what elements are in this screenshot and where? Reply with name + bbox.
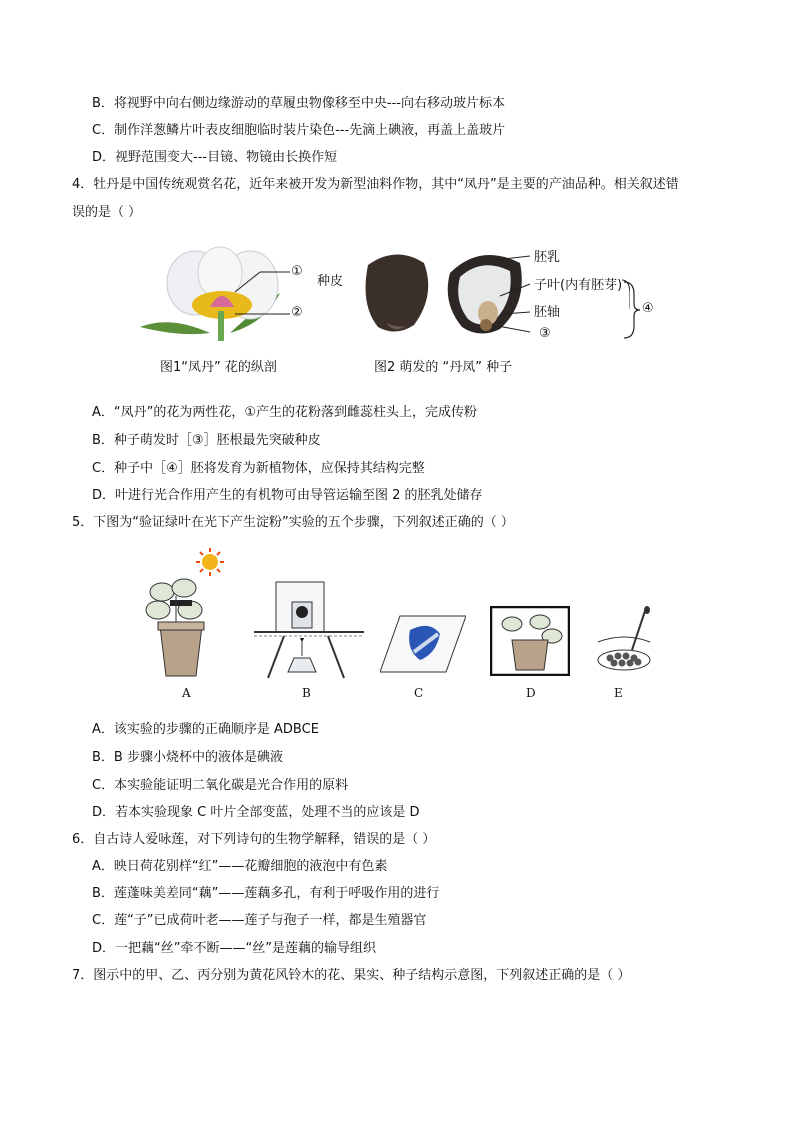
- q4-option-c: C．种子中［④］胚将发育为新植物体，应保持其结构完整: [92, 461, 425, 476]
- q4-fig1-caption: 图1“凤丹” 花的纵剖: [160, 360, 277, 375]
- q5-step-e-illustration: [594, 606, 654, 672]
- q5-step-label-e: E: [614, 686, 623, 700]
- q6-option-c: C．莲“子”已成荷叶老——莲子与孢子一样，都是生殖器官: [92, 913, 427, 928]
- q4-fig2-brace: [622, 280, 642, 340]
- q4-option-d: D．叶进行光合作用产生的有机物可由导管运输至图 2 的胚乳处储存: [92, 488, 483, 503]
- q3-option-c: C．制作洋葱鳞片叶表皮细胞临时装片染色---先滴上碘液，再盖上盖玻片: [92, 123, 506, 138]
- q4-fig1-label-1: ①: [291, 264, 303, 279]
- q4-fig2-hypocotyl-label: 胚轴: [534, 305, 561, 320]
- q5-step-label-d: D: [526, 686, 536, 700]
- q5-step-c-illustration: [380, 610, 466, 674]
- q5-step-a-illustration: [140, 548, 230, 680]
- q7-stem: 7．图示中的甲、乙、丙分别为黄花风铃木的花、果实、种子结构示意图，下列叙述正确的是（ ）: [72, 968, 631, 983]
- q4-fig1-label-2: ②: [291, 305, 303, 320]
- q3-option-d: D．视野范围变大---目镜、物镜由长换作短: [92, 150, 338, 165]
- q5-option-b: B．B 步骤小烧杯中的液体是碘液: [92, 750, 283, 765]
- q4-fig2-label-3: ③: [539, 326, 551, 341]
- q4-figure1-pointers: [235, 262, 295, 322]
- q5-step-label-c: C: [414, 686, 424, 700]
- q5-step-b-illustration: [254, 578, 364, 680]
- q4-fig2-label-4: ④: [642, 301, 654, 316]
- q6-option-d: D．一把藕“丝”牵不断——“丝”是莲藕的输导组织: [92, 941, 376, 956]
- q6-stem: 6．自古诗人爱咏莲，对下列诗句的生物学解释，错误的是（ ）: [72, 832, 436, 847]
- q5-step-label-a: A: [182, 686, 191, 700]
- q6-option-b: B．莲蓬味美差同“藕”——莲藕多孔，有利于呼吸作用的进行: [92, 886, 440, 901]
- q4-figure2-seed-whole: [356, 245, 436, 337]
- q4-fig2-seed-coat-label: 种皮: [317, 274, 344, 289]
- q4-fig2-endosperm-label: 胚乳: [534, 250, 561, 265]
- q4-option-b: B．种子萌发时［③］胚根最先突破种皮: [92, 433, 321, 448]
- q5-stem: 5．下图为“验证绿叶在光下产生淀粉”实验的五个步骤，下列叙述正确的（ ）: [72, 515, 514, 530]
- q4-stem-line1: 4．牡丹是中国传统观赏名花，近年来被开发为新型油料作物，其中“凤丹”是主要的产油品种。相关叙述错: [72, 177, 679, 192]
- q4-option-a: A．“凤丹”的花为两性花，①产生的花粉落到雌蕊柱头上，完成传粉: [92, 405, 478, 420]
- q5-step-d-illustration: [490, 606, 570, 676]
- q4-fig2-caption: 图2 萌发的 “丹凤” 种子: [374, 360, 513, 375]
- q4-stem-line2: 误的是（ ）: [72, 205, 142, 220]
- q3-option-b: B．将视野中向右侧边缘游动的草履虫物像移至中央---向右移动玻片标本: [92, 96, 505, 111]
- q5-option-c: C．本实验能证明二氧化碳是光合作用的原料: [92, 778, 349, 793]
- q4-fig2-cotyledon-label: 子叶(内有胚芽): [534, 278, 623, 293]
- seed-whole-illustration: [356, 245, 436, 337]
- q6-option-a: A．映日荷花别样“红”——花瓣细胞的液泡中有色素: [92, 859, 388, 874]
- q5-option-a: A．该实验的步骤的正确顺序是 ADBCE: [92, 722, 319, 737]
- q5-step-label-b: B: [302, 686, 311, 700]
- q5-option-d: D．若本实验现象 C 叶片全部变蓝，处理不当的应该是 D: [92, 805, 420, 820]
